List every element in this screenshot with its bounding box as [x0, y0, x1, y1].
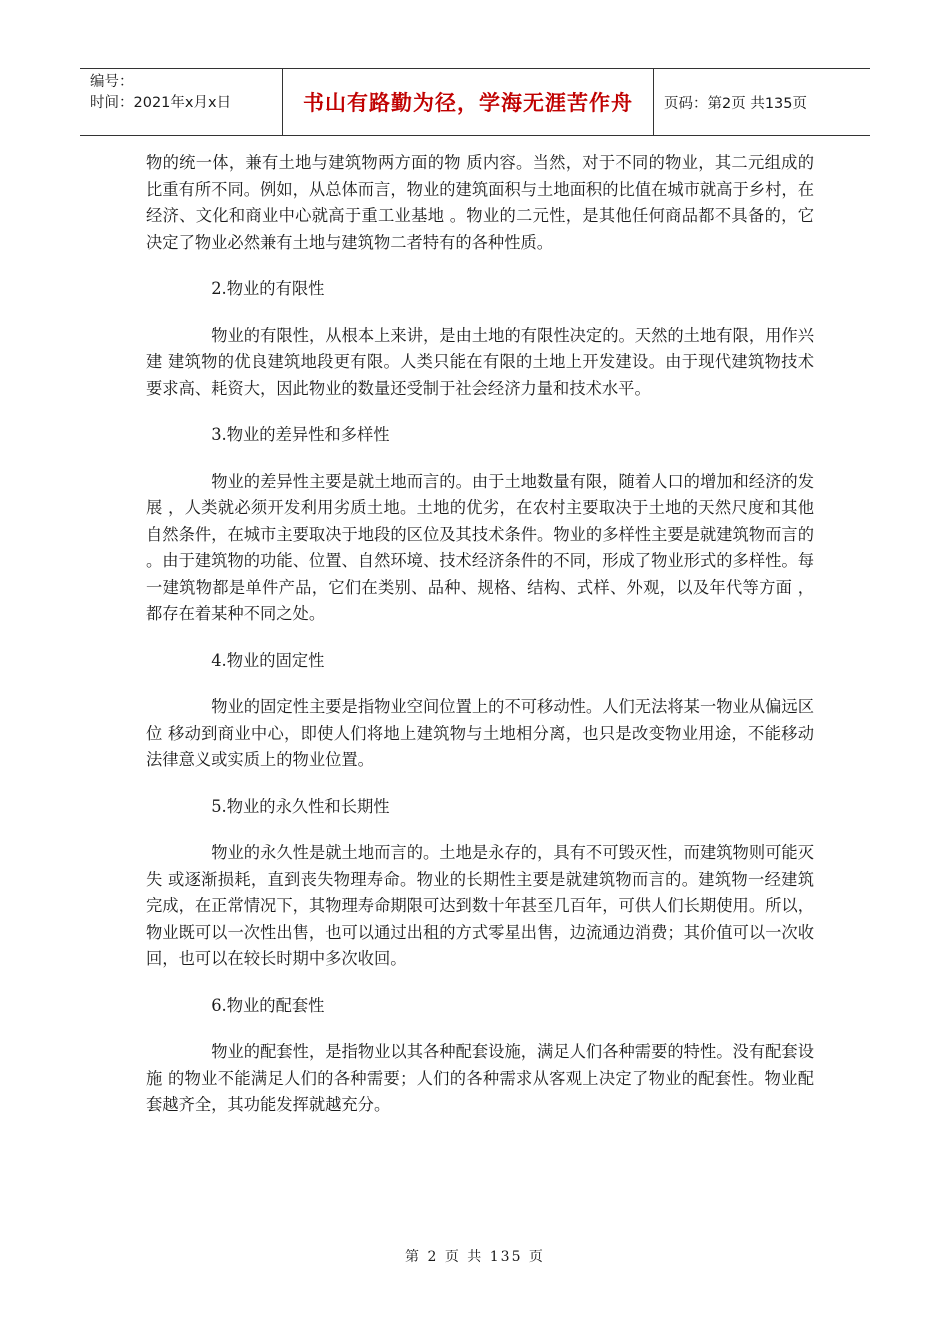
document-number-label: 编号： — [90, 74, 134, 90]
section-heading: 5.物业的永久性和长期性 — [211, 796, 390, 816]
header-page-cell — [654, 69, 870, 135]
header-motto: 书山有路勤为径，学海无涯苦作舟 — [303, 91, 633, 115]
intro-paragraph: 物的统一体，兼有土地与建筑物两方面的物 质内容。当然，对于不同的物业，其二元组成的比重有所不同。例如，从总体而言，物业的建筑面积与土地面积的比值在城市就高于乡村，在经济、文化和商业中心就高于重工业基地 。物业的二元性，是其他任何商品都不具备的，它决定了物业必然兼有土地与建筑物二者特有的各种性质。 — [146, 153, 814, 252]
section-heading: 4.物业的固定性 — [211, 650, 325, 670]
section-heading: 3.物业的差异性和多样性 — [211, 425, 390, 444]
header-motto-cell — [283, 69, 654, 135]
header-meta-cell — [80, 69, 283, 135]
section-paragraph: 物业的永久性是就土地而言的。土地是永存的，具有不可毁灭性，而建筑物则可能灭失 或逐渐损耗，直到丧失物理寿命。物业的长期性主要是就建筑物而言的。建筑物一经建筑完成，在正常情况下，其物理寿命期限可达到数十年甚至几百年，可供人们长期使用。所以， 物业既可以一次性出售，也可以通过出租的方式零星出售，边流通边消费；其价值可以一次收回，也可以在较长时期中多次收回。 — [146, 843, 814, 968]
section-paragraph: 物业的配套性，是指物业以其各种配套设施，满足人们各种需要的特性。没有配套设施 的物业不能满足人们的各种需要；人们的各种需求从客观上决定了物业的配套性。物业配套越齐全，其功能发挥就越充分。 — [146, 1042, 814, 1114]
section-paragraph: 物业的固定性主要是指物业空间位置上的不可移动性。人们无法将某一物业从偏远区位 移动到商业中心，即使人们将地上建筑物与土地相分离，也只是改变物业用途，不能移动法律意义或实质上的物业位置。 — [146, 697, 814, 769]
section-paragraph: 物业的差异性主要是就土地而言的。由于土地数量有限，随着人口的增加和经济的发展 ，人类就必须开发利用劣质土地。土地的优劣，在农村主要取决于土地的天然尺度和其他自然条件，在城市主要取决于地段的区位及其技术条件。物业的多样性主要是就建筑物而言的 。由于建筑物的功能、位置、自然环境、技术经济条件的不同，形成了物业形式的多样性。每一建筑物都是单件产品，它们在类别、品种、规格、结构、式样、外观，以及年代等方面 ，都存在着某种不同之处。 — [146, 471, 814, 623]
section-heading: 6.物业的配套性 — [211, 995, 325, 1015]
document-header — [80, 68, 870, 136]
document-date-label: 时间：2021年x月x日 — [90, 95, 232, 111]
section-heading: 2.物业的有限性 — [211, 279, 325, 298]
header-page-number: 页码：第2页 共135页 — [664, 95, 808, 112]
page-footer: 第 2 页 共 135 页 — [405, 1249, 545, 1265]
document-body — [146, 150, 814, 1119]
section-paragraph: 物业的有限性，从根本上来讲，是由土地的有限性决定的。天然的土地有限，用作兴建 建筑物的优良建筑地段更有限。人类只能在有限的土地上开发建设。由于现代建筑物技术要求高、耗资大，因此物业的数量还受制于社会经济力量和技术水平。 — [146, 325, 814, 398]
